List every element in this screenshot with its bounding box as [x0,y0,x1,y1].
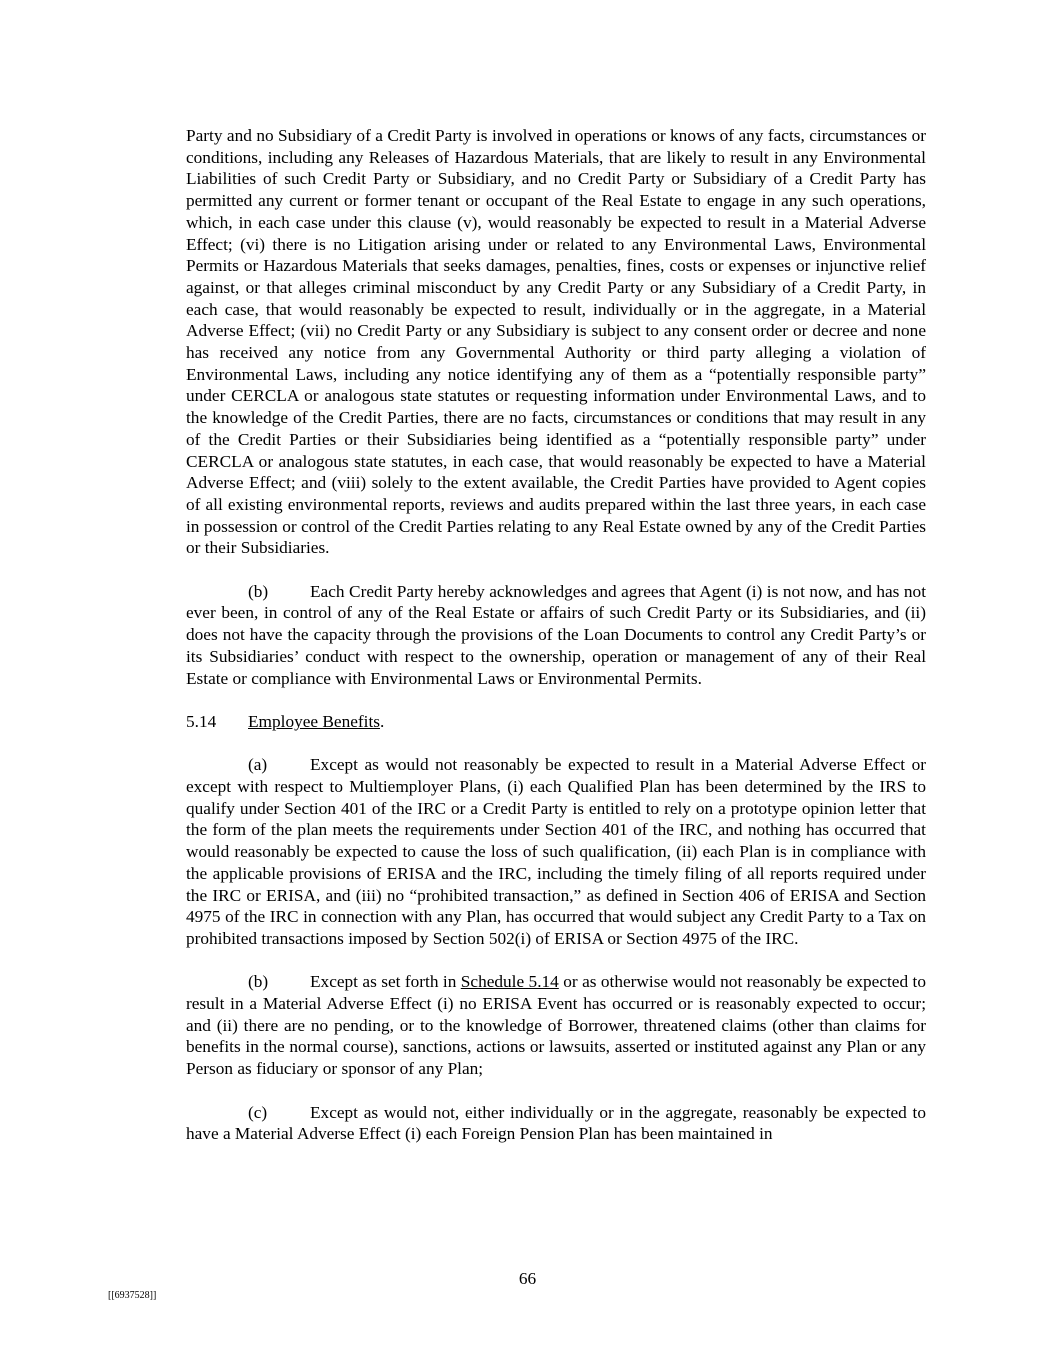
section-title-suffix: . [379,711,385,731]
paragraph-label: (b) [248,581,269,601]
paragraph-5-14-c [186,1102,926,1145]
paragraph-text: Except as would not, either individually or in the aggregate, reasonably be expected to have a Material Adverse Effect (i) each Foreign Pension Plan has been maintained in [186,1102,926,1144]
paragraph-text: Except as would not reasonably be expected to result in a Material Adverse Effect or except with respect to Multiemployer Plans, (i) each Qualified Plan has been determined by the IRS to qualify under Section 401 of the IRC or a Credit Party is entitled to rely on a prototype opinion letter that the form of the plan meets the requirements under Section 401 of the IRC, and nothing has occurred that would reasonably be expected to cause the loss of such qualification, (ii) each Plan is in compliance with the applicable provisions of ERISA and the IRC, including the timely filing of all reports required under the IRC or ERISA, and (iii) no “prohibited transaction,” as defined in Section 406 of ERISA and Section 4975 of the IRC in connection with any Plan, has occurred that would subject any Credit Party to a Tax on prohibited transactions imposed by Section 502(i) of ERISA or Section 4975 of the IRC. [186,755,926,948]
document-body [186,125,926,1145]
paragraph-5-13-b [186,581,926,690]
schedule-reference: Schedule 5.14 [460,972,559,992]
section-heading-5-14 [186,711,926,733]
paragraph-text-before: Except as set forth in [310,972,461,992]
section-number: 5.14 [186,711,217,731]
paragraph-text: Each Credit Party hereby acknowledges and agrees that Agent (i) is not now, and has not ever been, in control of any of the Real Estate or affairs of such Credit Party or its Subsidiaries, and (ii) does not have the capacity through the provisions of the Loan Documents to control any Credit Party’s or its Subsidiaries’ conduct with respect to the ownership, operation or management of any of their Real Estate or compliance with Environmental Laws or Environmental Permits. [186,581,926,688]
paragraph-label: (c) [248,1102,268,1122]
paragraph-text-after: or as otherwise would not reasonably be expected to result in a Material Adverse Effect (i) no ERISA Event has occurred or is reasonably expected to occur; and (ii) there are no pending, or to the knowledge of Borrower, threatened claims (other than claims for benefits in the normal course), sanctions, actions or lawsuits, asserted or instituted against any Plan or any Person as fiduciary or sponsor of any Plan; [186,972,926,1079]
paragraph-continuation [186,125,926,559]
paragraph-label: (b) [248,972,269,992]
section-title: Employee Benefits [248,711,380,731]
paragraph-5-14-a [186,754,926,949]
document-id: [[6937528]] [108,1290,157,1301]
page-number: 66 [518,1269,537,1288]
paragraph-label: (a) [248,755,268,775]
paragraph-continuation-text: Party and no Subsidiary of a Credit Party is involved in operations or knows of any facts, circumstances or conditions, including any Releases of Hazardous Materials, that are likely to result in any Environmental Liabilities of such Credit Party or Subsidiary, and no Credit Party or Subsidiary of a Credit Party has permitted any current or former tenant or occupant of the Real Estate to engage in any such operations, which, in each case under this clause (v), would reasonably be expected to result in a Material Adverse Effect; (vi) there is no Litigation arising under or related to any Environmental Laws, Environmental Permits or Hazardous Materials that seeks damages, penalties, fines, costs or expenses or injunctive relief against, or that alleges criminal misconduct by any Credit Party or any Subsidiary of a Credit Party, in each case, that would reasonably be expected to result, individually or in the aggregate, in a Material Adverse Effect; (vii) no Credit Party or any Subsidiary is subject to any consent order or decree and none has received any notice from any Governmental Authority or third party alleging a violation of Environmental Laws, including any notice identifying any of them as a “potentially responsible party” under CERCLA or analogous state statutes or requesting information under Environmental Laws, and to the knowledge of the Credit Parties, there are no facts, circumstances or conditions that may result in any of the Credit Parties or their Subsidiaries being identified as a “potentially responsible party” under CERCLA or analogous state statutes, in each case, that would reasonably be expected to have a Material Adverse Effect; and (viii) solely to the extent available, the Credit Parties have provided to Agent copies of all existing environmental reports, reviews and audits prepared within the last three years, in each case in possession or control of the Credit Parties relating to any Real Estate owned by any of the Credit Parties or their Subsidiaries. [186,126,926,558]
paragraph-5-14-b [186,971,926,1080]
